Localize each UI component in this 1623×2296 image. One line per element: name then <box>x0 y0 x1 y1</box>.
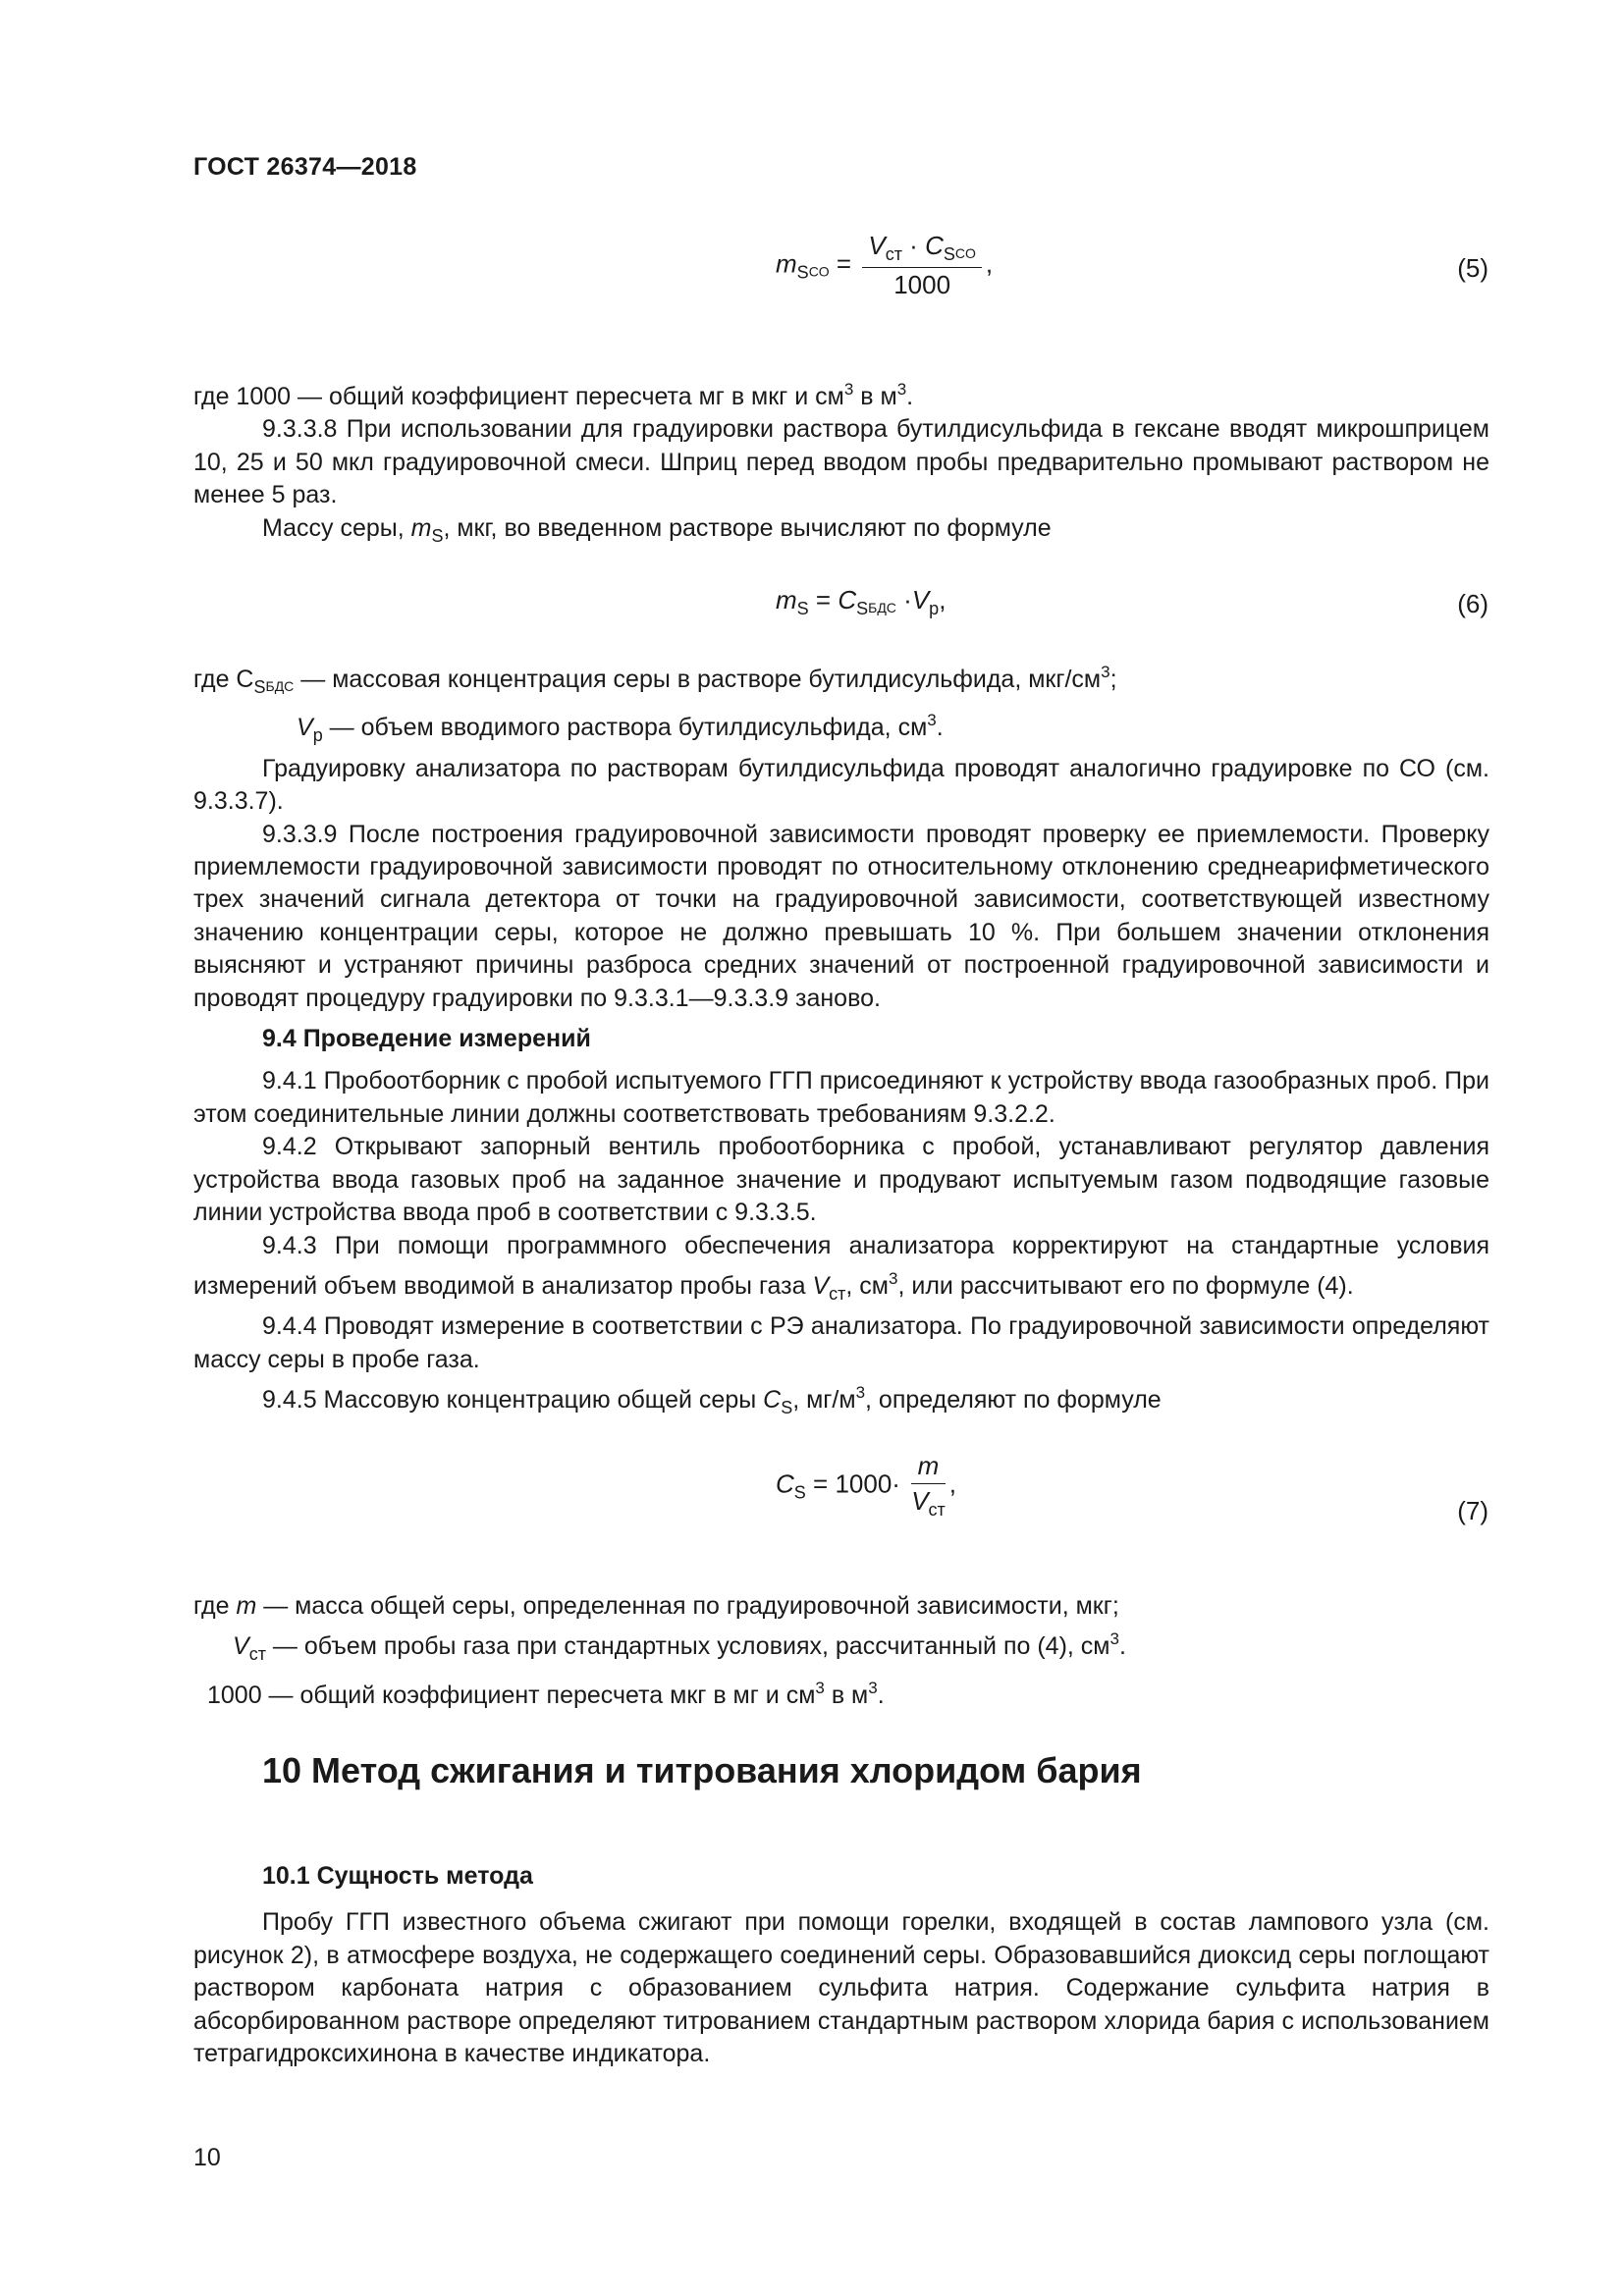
where-eq7-v: $V_{ст}$ — объем пробы газа при стандартных условиях, рассчитанный по (4), $см^3$. <box>233 1629 1126 1665</box>
paragraph-9-4-5: 9.4.5 Массовую концентрацию общей серы $C_S$, $мг/м^3$, определяют по формуле <box>262 1383 1162 1418</box>
document-header: ГОСТ 26374—2018 <box>193 153 417 181</box>
where-eq7-m: где m — масса общей серы, определенная по градуировочной зависимости, мкг; <box>193 1592 1119 1620</box>
paragraph-mass: Массу серы, $m_S$, мкг, во введенном растворе вычисляют по формуле <box>262 513 1052 546</box>
equation-6-number: (6) <box>1457 589 1488 618</box>
paragraph-9-3-3-8: 9.3.3.8 При использовании для градуировки раствора бутилдисульфида в гексане вводят микрошприцем 10, 25 и 50 мкл градуировочной смеси. Шприц перед вводом пробы предварительно промывают раствором не менее 5 раз. <box>193 415 1489 509</box>
section-10-title: 10 Метод сжигания и титрования хлоридом бария <box>262 1750 1142 1790</box>
where-eq6-v: $V_р$ — объем вводимого раствора бутилдисульфида, $см^3$. <box>297 711 944 746</box>
where-eq6-c: где $C_SБДС$ — массовая концентрация серы в растворе бутилдисульфида, мкг/$см^3$; <box>193 663 1117 697</box>
text-block-1 <box>193 373 1489 553</box>
paragraph-9-4-4: 9.4.4 Проводят измерение в соответствии с РЭ анализатора. По градуировочной зависимости определяют массу серы в пробе газа. <box>193 1312 1489 1373</box>
text-block-3 <box>193 1590 1489 1712</box>
equation-5-fraction: $\frac{V_{ст} \cdot C_SCO}{1000}$ <box>862 231 982 300</box>
where-eq7-1000: 1000 — общий коэффициент пересчета мкг в мг и $см^3$ в $м^3$. <box>207 1678 885 1709</box>
equation-7-fraction: $\frac{m}{V_{ст}}$ <box>911 1451 946 1520</box>
paragraph-9-4-1: 9.4.1 Пробоотборник с пробой испытуемого ГГП присоединяют к устройству ввода газообразных проб. При этом соединительные линии должны соответствовать требованиям 9.3.2.2. <box>193 1067 1489 1128</box>
paragraph-9-3-3-9: 9.3.3.9 После построения градуировочной зависимости проводят проверку ее приемлемости. Проверку приемлемости градуировочной зависимости проводят по относительному отклонению среднеарифметического трех значений сигнала детектора от точки на градуировочной зависимости, соответствующей известному значению концентрации серы, которое не должно превышать 10 %. При большем значении отклонения выясняют и устраняют причины разброса средних значений от построенной градуировочной зависимости и проводят процедуру градуировки по 9.3.3.1—9.3.3.9 заново. <box>193 820 1489 1012</box>
equation-7-number: (7) <box>1457 1496 1488 1525</box>
paragraph-9-4-2: 9.4.2 Открывают запорный вентиль пробоотборника с пробой, устанавливают регулятор давления устройства ввода газовых проб на заданное значение и продувают испытуемым газом подводящие газовые линии устройства ввода проб в соответствии с 9.3.3.5. <box>193 1133 1489 1227</box>
equation-7: $C_S = 1000\cdot$ $\frac{m}{V_{ст}}$ , <box>776 1451 957 1520</box>
equation-5: $m_SCO$ = $\frac{V_{ст} \cdot C_SCO}{1000}$ , <box>776 231 994 299</box>
subheading-9-4: 9.4 Проведение измерений <box>262 1025 591 1053</box>
text-block-2 <box>193 656 1489 1425</box>
paragraph-grad: Градуировку анализатора по растворам бутилдисульфида проводят аналогично градуировке по СО (см. 9.3.3.7). <box>193 754 1489 816</box>
page-number: 10 <box>193 2144 221 2171</box>
text-block-4 <box>193 1860 1489 2070</box>
where-eq5: где 1000 — общий коэффициент пересчета мг в мкг и $см^3$ в $м^3$. <box>193 380 914 410</box>
subheading-10-1: 10.1 Сущность метода <box>262 1862 533 1890</box>
paragraph-10-1: Пробу ГГП известного объема сжигают при помощи горелки, входящей в состав лампового узла (см. рисунок 2), в атмосфере воздуха, не содержащего соединений серы. Образовавшийся диоксид серы поглощают раствором карбоната натрия с образованием сульфита натрия. Содержание сульфита натрия в абсорбированном растворе определяют титрованием стандартным раствором хлорида бария с использованием тетрагидроксихинона в качестве индикатора. <box>193 1908 1489 2068</box>
equation-5-number: (5) <box>1457 253 1488 283</box>
equation-6: $m_S = C_SБДС \cdot V_р$, <box>776 585 947 618</box>
paragraph-9-4-3: 9.4.3 При помощи программного обеспечения анализатора корректируют на стандартные условия измерений объем вводимой в анализатор пробы газа $V_{ст}$, $см^3$, или рассчитывают его по формуле (4). <box>193 1231 1489 1304</box>
